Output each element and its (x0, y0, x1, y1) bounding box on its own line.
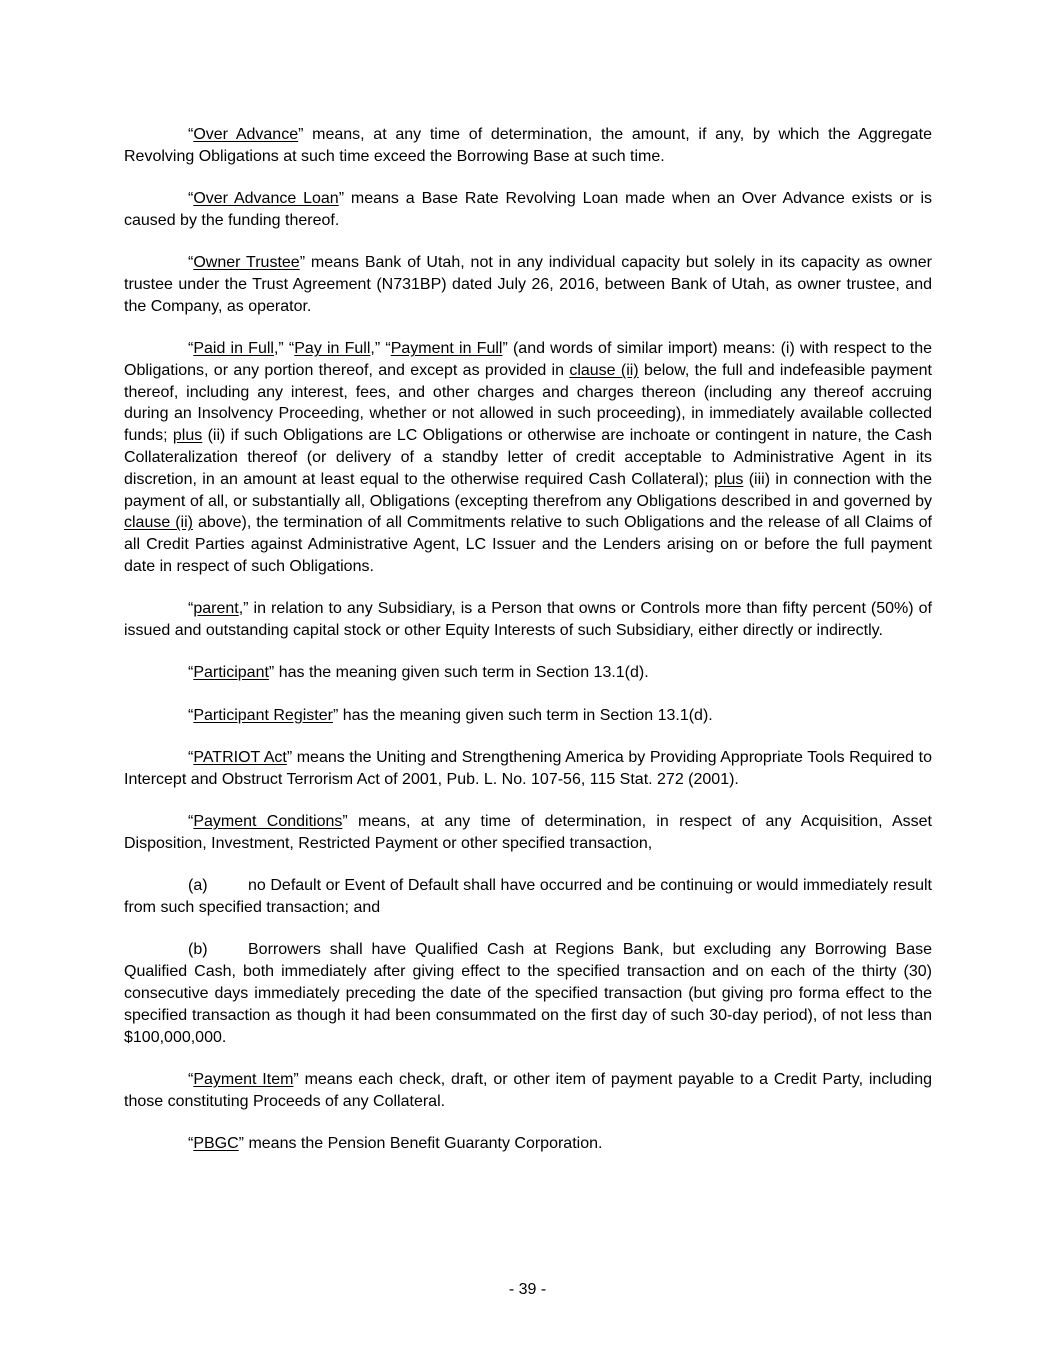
open-quote: “ (188, 749, 194, 767)
defined-term: Payment Item (193, 1070, 294, 1088)
close-quote: ” (298, 126, 304, 143)
open-quote: “ (188, 813, 194, 831)
defined-term: Payment Conditions (193, 813, 343, 831)
quote-separator: ,” “ (273, 340, 295, 358)
close-quote: ” (502, 340, 508, 358)
subclause-a (124, 875, 932, 919)
definition-text: has the meaning given such term in Section 13.1(d). (338, 706, 713, 724)
definition-owner-trustee (124, 252, 932, 317)
subclause-text: Borrowers shall have Qualified Cash at Regions Bank, but excluding any Borrowing Base Qualified Cash, both immediately after giving effect to the specified transaction and on each of the thirty (30) consecutive days immediately preceding the date of the specified transaction (but giving pro forma effect to the specified transaction as though it had been consummated on the first day of such 30-day period), of not less than $100,000,000. (124, 941, 932, 1046)
clause-reference: clause (ii) (124, 514, 193, 532)
close-quote: ” (299, 254, 306, 272)
page-number: - 39 - (508, 1281, 547, 1298)
open-quote: “ (188, 600, 194, 618)
definition-paid-in-full (124, 338, 932, 578)
definition-patriot-act (124, 747, 932, 791)
close-quote: ” (286, 749, 293, 767)
definition-text: in relation to any Subsidiary, is a Person that owns or Controls more than fifty percent (50%) of issued and outstanding capital stock or other Equity Interests of such Subsidiary, either directly or indirectly. (124, 600, 932, 640)
open-quote: “ (188, 254, 194, 272)
definition-text: (iii) in connection with the payment of all, or substantially all, Obligations (excepting therefrom any Obligations described in and governed by (124, 470, 932, 510)
subclause-label: (b) (188, 941, 208, 959)
subclause-b (124, 939, 932, 1048)
open-quote: “ (188, 664, 194, 682)
document-body (124, 124, 932, 1175)
defined-term: Over Advance Loan (193, 190, 339, 208)
quote-separator: ,” “ (370, 340, 391, 358)
definition-text: means, at any time of determination, the amount, if any, by which the Aggregate Revolving Obligations at such time exceed the Borrowing Base at such time. (124, 126, 932, 165)
open-quote: “ (188, 706, 194, 724)
defined-term: PBGC (193, 1134, 239, 1152)
definition-text: (ii) if such Obligations are LC Obligations or otherwise are inchoate or contingent in nature, the Cash Collateralization thereof (or delivery of a standby letter of credit acceptable to Administrative Agent in its discretion, in an amount at least equal to the otherwise required Cash Collateral); (124, 427, 933, 488)
definition-payment-item (124, 1069, 932, 1113)
definition-text: means the Uniting and Strengthening America by Providing Appropriate Tools Required to Intercept and Obstruct Terrorism Act of 2001, Pub. L. No. 107-56, 115 Stat. 272 (2001). (124, 749, 932, 788)
subclause-label: (a) (188, 877, 208, 895)
close-quote: ” (268, 664, 275, 682)
close-quote: ” (293, 1070, 299, 1088)
close-quote: ” (332, 706, 339, 724)
open-quote: “ (188, 1070, 194, 1088)
defined-term: Payment in Full (390, 340, 503, 358)
close-quote: ” (338, 190, 345, 208)
defined-term: Participant Register (193, 706, 333, 724)
definition-pbgc (124, 1133, 932, 1155)
defined-term: PATRIOT Act (193, 749, 287, 767)
defined-term: parent (193, 600, 239, 618)
open-quote: “ (188, 1134, 194, 1152)
definition-participant-register (124, 705, 932, 727)
defined-term: Pay in Full (294, 340, 371, 358)
defined-term: Owner Trustee (193, 254, 300, 272)
open-quote: “ (188, 340, 194, 358)
open-quote: “ (188, 190, 194, 208)
definition-payment-conditions (124, 811, 932, 855)
clause-reference: clause (ii) (569, 361, 639, 379)
definition-text: has the meaning given such term in Section 13.1(d). (274, 664, 649, 682)
definition-participant (124, 662, 932, 684)
close-quote: ,” (238, 600, 249, 618)
defined-term: Participant (193, 664, 269, 682)
definition-text: means, at any time of determination, in respect of any Acquisition, Asset Disposition, Investment, Restricted Payment or other specified transaction, (124, 813, 933, 852)
definition-text: above), the termination of all Commitments relative to such Obligations and the release of all Claims of all Credit Parties against Administrative Agent, LC Issuer and the Lenders arising on or before the full payment date in respect of such Obligations. (124, 514, 932, 576)
close-quote: ” (238, 1134, 244, 1152)
definition-text: means each check, draft, or other item of payment payable to a Credit Party, including those constituting Proceeds of any Collateral. (124, 1070, 932, 1110)
definition-parent (124, 598, 932, 642)
definition-text: means the Pension Benefit Guaranty Corporation. (244, 1134, 603, 1152)
defined-term: Paid in Full (193, 340, 274, 358)
defined-term: Over Advance (193, 126, 299, 143)
definition-text: below, the full and indefeasible payment thereof, including any interest, fees, and other charges and charges thereon (including any thereof accruing during an Insolvency Proceeding, whether or not allowed in such proceeding), in immediately available collected funds; (124, 361, 932, 445)
close-quote: ” (342, 813, 348, 831)
definition-text: means Bank of Utah, not in any individual capacity but solely in its capacity as owner trustee under the Trust Agreement (N731BP) dated July 26, 2016, between Bank of Utah, as owner trustee, and the Company, as operator. (124, 254, 932, 315)
definition-text: means a Base Rate Revolving Loan made when an Over Advance exists or is caused by the funding thereof. (124, 190, 933, 229)
plus-term: plus (172, 427, 203, 445)
definition-over-advance (124, 124, 932, 168)
subclause-text: no Default or Event of Default shall have occurred and be continuing or would immediately result from such specified transaction; and (124, 877, 932, 917)
plus-term: plus (713, 470, 744, 488)
definition-over-advance-loan (124, 188, 932, 232)
definition-text: (and words of similar import) means: (i) with respect to the Obligations, or any portion thereof, and except as provided in (124, 340, 933, 379)
open-quote: “ (188, 126, 194, 143)
